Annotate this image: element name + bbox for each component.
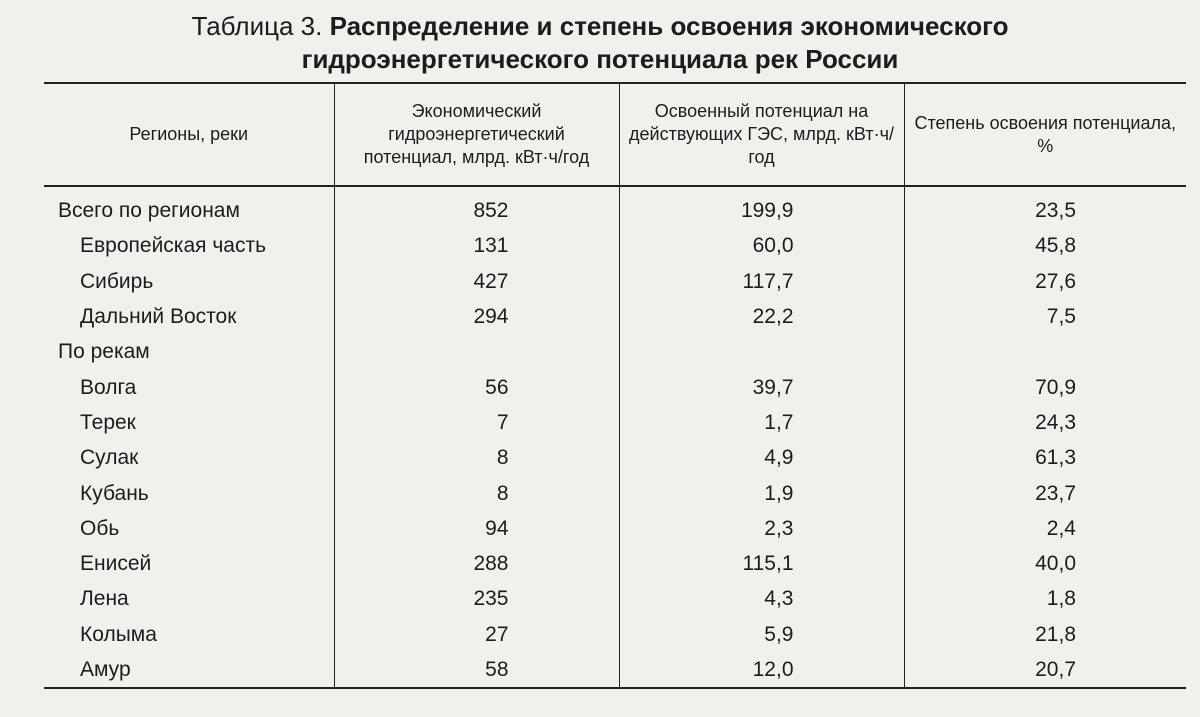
row-name: Всего по регионам — [58, 199, 240, 223]
row-name: Енисей — [80, 552, 152, 576]
row-potential: 8 — [334, 475, 619, 510]
row-degree: 23,7 — [904, 475, 1186, 510]
row-potential: 427 — [334, 264, 619, 299]
row-developed: 1,9 — [619, 475, 904, 510]
row-name: Европейская часть — [80, 234, 267, 258]
row-developed: 39,7 — [619, 369, 904, 404]
row-name: Терек — [80, 410, 136, 434]
table-body — [44, 186, 1186, 688]
row-potential: 8 — [334, 440, 619, 475]
title-line-2: гидроэнергетического потенциала рек России — [301, 44, 899, 74]
row-degree: 40,0 — [904, 546, 1186, 581]
table-title — [0, 10, 1200, 76]
header-regions: Регионы, реки — [44, 83, 334, 186]
row-potential: 56 — [334, 369, 619, 404]
row-potential: 288 — [334, 546, 619, 581]
row-degree — [904, 334, 1186, 369]
table-row — [44, 652, 1186, 688]
table-row — [44, 369, 1186, 404]
row-developed: 60,0 — [619, 228, 904, 263]
row-developed: 117,7 — [619, 264, 904, 299]
row-name: Обь — [80, 516, 120, 540]
row-name: Колыма — [80, 622, 157, 646]
row-name: По рекам — [58, 340, 150, 364]
header-row — [44, 83, 1186, 186]
header-development-degree: Степень освоения потенциала, % — [904, 83, 1186, 186]
row-potential: 294 — [334, 299, 619, 334]
table-row — [44, 228, 1186, 263]
row-developed: 4,3 — [619, 581, 904, 616]
row-developed: 5,9 — [619, 617, 904, 652]
row-degree: 21,8 — [904, 617, 1186, 652]
table-row — [44, 334, 1186, 369]
row-degree: 2,4 — [904, 511, 1186, 546]
row-potential: 58 — [334, 652, 619, 688]
row-potential: 235 — [334, 581, 619, 616]
table-row — [44, 299, 1186, 334]
row-developed: 22,2 — [619, 299, 904, 334]
row-name: Амур — [44, 652, 334, 688]
row-developed — [619, 334, 904, 369]
table-row — [44, 581, 1186, 616]
row-degree: 7,5 — [904, 299, 1186, 334]
table-number: Таблица 3. — [191, 11, 323, 41]
row-potential: 131 — [334, 228, 619, 263]
table-row — [44, 405, 1186, 440]
row-developed: 199,9 — [619, 186, 904, 228]
row-name: Кубань — [80, 481, 149, 505]
row-potential: 852 — [334, 186, 619, 228]
row-degree: 1,8 — [904, 581, 1186, 616]
row-name: Дальний Восток — [80, 305, 237, 329]
title-line-1: Распределение и степень освоения экономического — [329, 11, 1009, 41]
row-degree: 61,3 — [904, 440, 1186, 475]
row-degree: 20,7 — [904, 652, 1186, 688]
header-developed-potential: Освоенный потенциал на действующих ГЭС, млрд. кВт·ч/год — [619, 83, 904, 186]
row-degree: 70,9 — [904, 369, 1186, 404]
row-potential — [334, 334, 619, 369]
table-row — [44, 511, 1186, 546]
row-developed: 2,3 — [619, 511, 904, 546]
row-degree: 24,3 — [904, 405, 1186, 440]
row-degree: 23,5 — [904, 186, 1186, 228]
row-developed: 4,9 — [619, 440, 904, 475]
table-row — [44, 186, 1186, 228]
row-name: Сулак — [80, 446, 139, 470]
row-name: Волга — [80, 375, 137, 399]
row-name: Лена — [80, 587, 129, 611]
row-developed: 1,7 — [619, 405, 904, 440]
table-row — [44, 475, 1186, 510]
header-economic-potential: Экономический гидроэнергетический потенциал, млрд. кВт·ч/год — [334, 83, 619, 186]
row-degree: 27,6 — [904, 264, 1186, 299]
table-row — [44, 440, 1186, 475]
table-row — [44, 617, 1186, 652]
row-name: Сибирь — [80, 269, 154, 293]
row-potential: 27 — [334, 617, 619, 652]
row-developed: 115,1 — [619, 546, 904, 581]
hydropower-table — [44, 82, 1186, 689]
row-developed: 12,0 — [619, 652, 904, 688]
row-potential: 94 — [334, 511, 619, 546]
table-row — [44, 546, 1186, 581]
table-row — [44, 264, 1186, 299]
row-potential: 7 — [334, 405, 619, 440]
row-degree: 45,8 — [904, 228, 1186, 263]
